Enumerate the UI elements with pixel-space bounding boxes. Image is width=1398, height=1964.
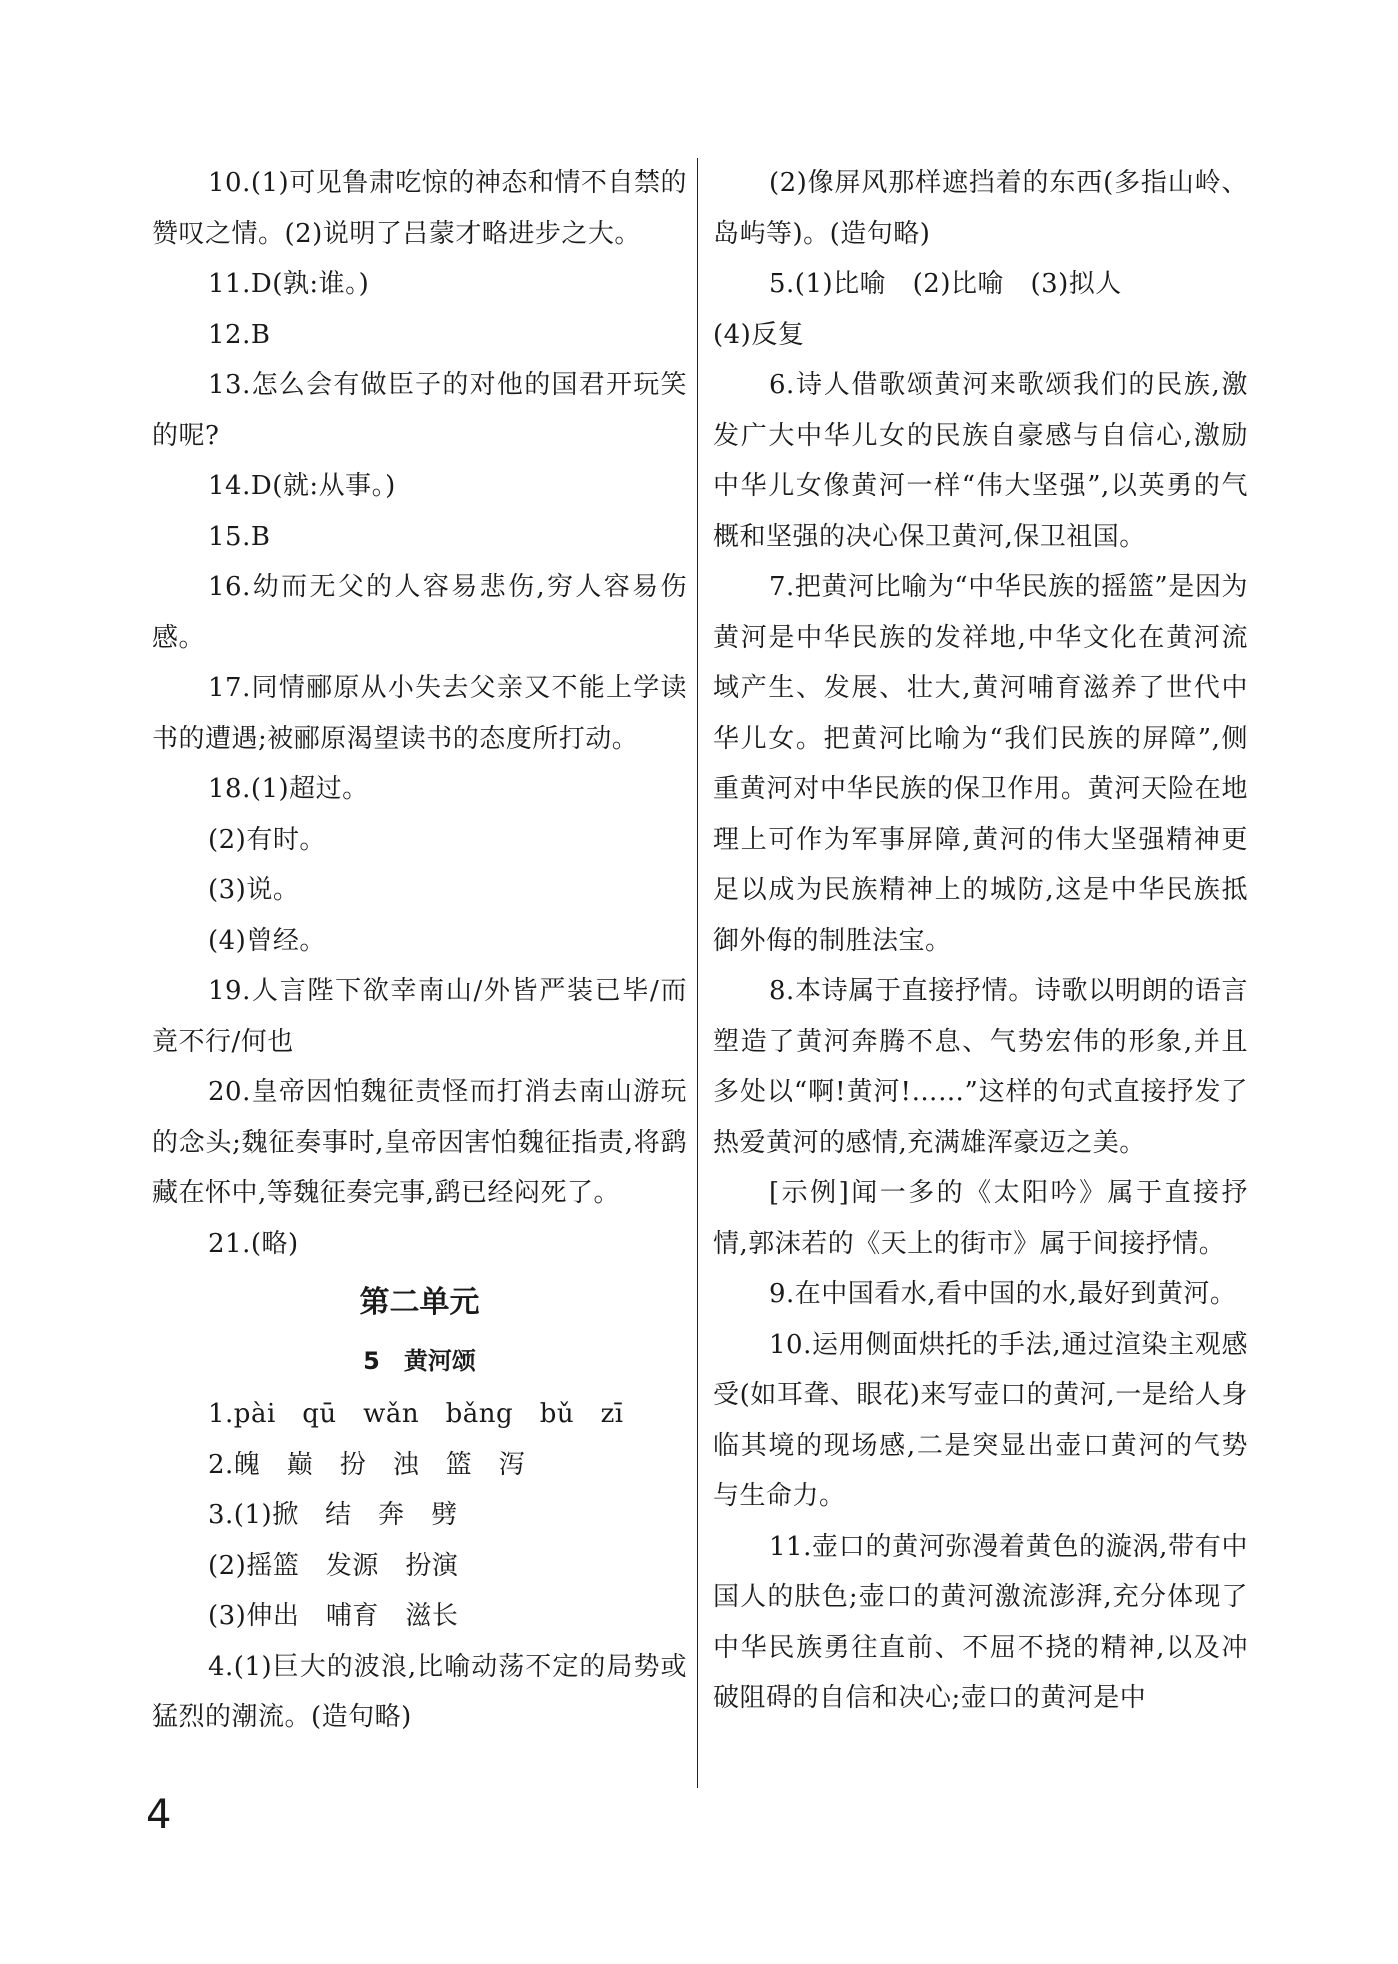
- answer-paragraph: 11.D(孰:谁。): [208, 269, 370, 299]
- answer-paragraph: 6.诗人借歌颂黄河来歌颂我们的民族,激发广大中华儿女的民族自豪感与自信心,激励中华儿女像黄河一样“伟大坚强”,以英勇的气概和坚强的决心保卫黄河,保卫祖国。: [713, 370, 1248, 552]
- column-divider: [697, 158, 698, 1788]
- answer-paragraph: (2)摇篮 发源 扮演: [208, 1550, 459, 1581]
- left-column: [152, 158, 687, 1743]
- answer-paragraph: (2)有时。: [208, 824, 326, 855]
- answer-paragraph: (4)反复: [713, 319, 805, 350]
- answer-paragraph: 10.运用侧面烘托的手法,通过渲染主观感受(如耳聋、眼花)来写壶口的黄河,一是给人身临其境的现场感,二是突显出壶口黄河的气势与生命力。: [713, 1329, 1248, 1511]
- answer-paragraph: 18.(1)超过。: [208, 774, 369, 804]
- answer-paragraph: 10.(1)可见鲁肃吃惊的神态和情不自禁的赞叹之情。(2)说明了吕蒙才略进步之大。: [152, 168, 687, 249]
- answer-paragraph: (3)伸出 哺育 滋长: [208, 1601, 459, 1631]
- answer-paragraph: 19.人言陛下欲幸南山/外皆严装已毕/而竟不行/何也: [152, 976, 687, 1057]
- answer-paragraph: 17.同情郦原从小失去父亲又不能上学读书的遭遇;被郦原渴望读书的态度所打动。: [152, 673, 687, 754]
- answer-paragraph: 15.B: [208, 521, 271, 552]
- answer-paragraph: 14.D(就:从事。): [208, 471, 396, 501]
- page-number: 4: [146, 1792, 172, 1838]
- answer-paragraph: 13.怎么会有做臣子的对他的国君开玩笑的呢?: [152, 370, 687, 451]
- answer-paragraph: (3)说。: [208, 875, 300, 905]
- answer-paragraph: 5.(1)比喻 (2)比喻 (3)拟人: [769, 269, 1122, 299]
- answer-paragraph: (2)像屏风那样遮挡着的东西(多指山岭、岛屿等)。(造句略): [713, 168, 1248, 249]
- answer-paragraph: 21.(略): [208, 1228, 299, 1259]
- answer-paragraph: 11.壶口的黄河弥漫着黄色的漩涡,带有中国人的肤色;壶口的黄河激流澎湃,充分体现了中华民族勇往直前、不屈不挠的精神,以及冲破阻碍的自信和决心;壶口的黄河是中: [713, 1531, 1248, 1713]
- lesson-heading: 5 黄河颂: [363, 1347, 476, 1375]
- answer-paragraph: 9.在中国看水,看中国的水,最好到黄河。: [769, 1279, 1237, 1309]
- unit-heading: 第二单元: [359, 1285, 480, 1320]
- answer-paragraph: [示例]闻一多的《太阳吟》属于直接抒情,郭沫若的《天上的街市》属于间接抒情。: [713, 1178, 1248, 1259]
- answer-paragraph: 16.幼而无父的人容易悲伤,穷人容易伤感。: [152, 572, 687, 653]
- answer-paragraph: 7.把黄河比喻为“中华民族的摇篮”是因为黄河是中华民族的发祥地,中华文化在黄河流域产生、发展、壮大,黄河哺育滋养了世代中华儿女。把黄河比喻为“我们民族的屏障”,侧重黄河对中华民族的保卫作用。黄河天险在地理上可作为军事屏障,黄河的伟大坚强精神更足以成为民族精神上的城防,这是中华民族抵御外侮的制胜法宝。: [713, 572, 1248, 956]
- answer-paragraph: (4)曾经。: [208, 925, 326, 956]
- answer-paragraph: 2.魄 巅 扮 浊 篮 泻: [208, 1449, 526, 1480]
- answer-paragraph: 4.(1)巨大的波浪,比喻动荡不定的局势或猛烈的潮流。(造句略): [152, 1651, 687, 1732]
- answer-paragraph: 8.本诗属于直接抒情。诗歌以明朗的语言塑造了黄河奔腾不息、气势宏伟的形象,并且多处以“啊!黄河!……”这样的句式直接抒发了热爱黄河的感情,充满雄浑豪迈之美。: [713, 976, 1248, 1158]
- answer-paragraph: 3.(1)掀 结 奔 劈: [208, 1500, 458, 1530]
- answer-paragraph: 12.B: [208, 319, 271, 350]
- right-column: [713, 158, 1248, 1724]
- answer-paragraph: 20.皇帝因怕魏征责怪而打消去南山游玩的念头;魏征奏事时,皇帝因害怕魏征指责,将鹞藏在怀中,等魏征奏完事,鹞已经闷死了。: [152, 1077, 687, 1208]
- answer-paragraph: 1.pài qū wǎn bǎng bǔ zī: [208, 1399, 624, 1429]
